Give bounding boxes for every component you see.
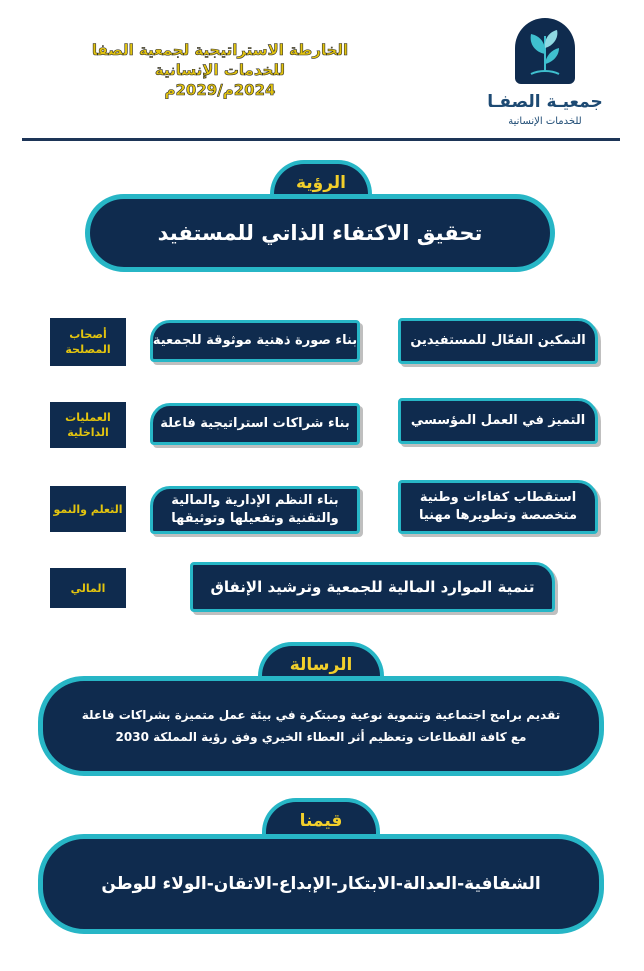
title-line-3: 2024م/2029م: [164, 81, 276, 99]
leaf-logo-icon: [515, 18, 575, 84]
vision-heading: الرؤية: [295, 173, 347, 193]
values-heading: قيمنا: [299, 811, 343, 831]
org-subtitle: للخدمات الإنسانية: [508, 116, 582, 127]
objective-card-talent: استقطاب كفاءات وطنية متخصصة وتطويرها مهنيا: [398, 480, 598, 534]
mission-line-1: تقديم برامج اجتماعية وتنموية نوعية ومبتكرة في بيئة عمل متميزة بشراكات فاعلة: [81, 708, 561, 722]
strategy-map-title: [70, 40, 370, 100]
objective-card-excellence: التميز في العمل المؤسسي: [398, 398, 598, 444]
vision-statement: [85, 194, 555, 272]
objective-card-empowerment: التمكين الفعّال للمستفيدين: [398, 318, 598, 364]
mission-line-2: مع كافة القطاعات وتعظيم أثر العطاء الخيري وفق رؤية المملكة 2030: [115, 730, 527, 744]
title-line-2: للخدمات الإنسانية: [154, 61, 286, 79]
perspective-label-internal-processes: العمليات الداخلية: [50, 402, 126, 448]
values-statement: [38, 834, 604, 934]
mission-statement: [38, 676, 604, 776]
header-divider: [22, 138, 620, 141]
org-name: جمعيـة الصفـا: [487, 92, 603, 112]
title-line-1: الخارطة الاستراتيجية لجمعية الصفا: [91, 41, 349, 59]
mission-heading: الرسالة: [289, 655, 353, 675]
objective-card-partnerships: بناء شراكات استراتيجية فاعلة: [150, 403, 360, 445]
objective-card-systems: بناء النظم الإدارية والمالية والتقنية وتفعيلها وتوثيقها: [150, 486, 360, 534]
perspective-label-stakeholders: أصحاب المصلحة: [50, 318, 126, 366]
vision-text: تحقيق الاكتفاء الذاتي للمستفيد: [157, 221, 483, 245]
perspective-label-financial: المالي: [50, 568, 126, 608]
perspective-label-learning-growth: التعلم والنمو: [50, 486, 126, 532]
objective-card-financial-resources: تنمية الموارد المالية للجمعية وترشيد الإنفاق: [190, 562, 555, 612]
values-text: الشفافية-العدالة-الابتكار-الإبداع-الاتقان-الولاء للوطن: [101, 874, 541, 894]
objective-card-reputation: بناء صورة ذهنية موثوقة للجمعية: [150, 320, 360, 362]
